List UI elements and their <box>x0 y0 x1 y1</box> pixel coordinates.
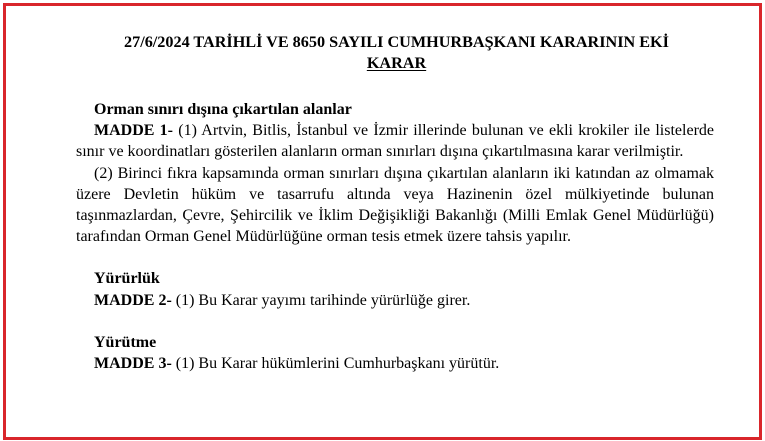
section-1-heading: Orman sınırı dışına çıkartılan alanlar <box>94 101 352 118</box>
document-title <box>84 32 709 74</box>
title-line-1: 27/6/2024 TARİHLİ VE 8650 SAYILI CUMHURBAŞKANI KARARININ EKİ <box>124 33 669 51</box>
madde-1-paragraph-2: (2) Birinci fıkra kapsamında orman sınırları dışına çıkartılan alanların iki katından az olmamak üzere Devletin hüküm ve tasarrufu altında veya Hazinenin özel mülkiyetinde bulunan taşınmazlardan, Çevre, Şehircilik ve İklim Değişikliği Bakanlığı (Milli Emlak Genel Müdürlüğü) tarafından Orman Genel Müdürlüğüne orman tesis etmek üzere tahsis yapılır. <box>76 164 714 246</box>
decree-document <box>76 32 734 374</box>
madde-3-paragraph <box>94 353 734 374</box>
madde-2-text: (1) Bu Karar yayımı tarihinde yürürlüğe girer. <box>171 291 471 309</box>
document-frame <box>3 3 762 440</box>
section-3-heading: Yürütme <box>94 333 157 351</box>
section-madde-3 <box>94 332 734 374</box>
section-madde-2 <box>94 268 734 310</box>
madde-1-para-1-text: (1) Artvin, Bitlis, İstanbul ve İzmir illerinde bulunan ve ekli krokiler ile listelerde sınır ve koordinatları gösterilen alanların orman sınırları dışına çıkartılmasına karar verilmiştir. <box>76 122 714 161</box>
madde-1-label: MADDE 1- <box>94 122 174 140</box>
madde-3-label: MADDE 3- <box>94 355 172 373</box>
section-2-heading: Yürürlük <box>94 270 160 288</box>
madde-3-text: (1) Bu Karar hükümlerini Cumhurbaşkanı yürütür. <box>171 355 500 373</box>
madde-1-paragraph-1 <box>76 120 714 162</box>
madde-2-label: MADDE 2- <box>94 291 172 309</box>
madde-2-paragraph <box>94 290 734 311</box>
title-line-2: KARAR <box>366 54 427 72</box>
section-madde-1 <box>76 99 734 247</box>
